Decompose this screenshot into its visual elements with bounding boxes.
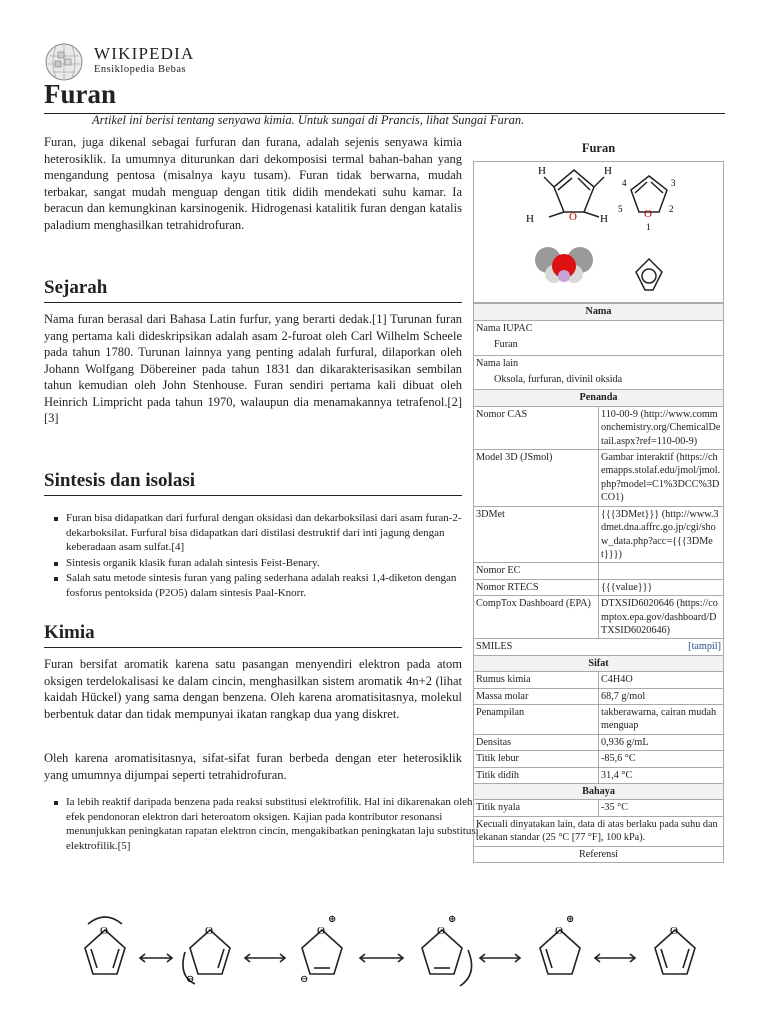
field-value: takberawarna, cairan mudah menguap xyxy=(599,704,724,734)
field-value: -35 °C xyxy=(599,800,724,816)
section-header: Bahaya xyxy=(474,784,724,800)
infobox-row xyxy=(474,767,724,783)
field-label: CompTox Dashboard (EPA) xyxy=(474,596,599,639)
field-label: SMILES xyxy=(476,641,513,653)
section-header: Penanda xyxy=(474,390,724,406)
field-label: Titik lebur xyxy=(474,751,599,767)
page-title: Furan xyxy=(44,79,117,109)
infobox-row xyxy=(474,800,724,816)
infobox-title: Furan xyxy=(581,141,616,155)
field-label: Rumus kimia xyxy=(474,672,599,688)
infobox-row xyxy=(474,751,724,767)
charge-label: ⊕ xyxy=(566,914,575,925)
field-label: 3DMet xyxy=(474,506,599,563)
field-value: 31,4 °C xyxy=(599,767,724,783)
field-label: Nomor RTECS xyxy=(474,579,599,595)
infobox-row xyxy=(474,450,724,507)
comptox-link[interactable]: DTXSID6020646 (https://comptox.epa.gov/dashboard/DTXSID6020646) xyxy=(599,596,724,639)
list-item: Sintesis organik klasik furan adalah sintesis Feist-Benary. xyxy=(66,556,484,571)
field-label: Penampilan xyxy=(474,704,599,734)
infobox-row xyxy=(474,734,724,750)
atom-label: O xyxy=(569,211,577,224)
field-value: C4H4O xyxy=(599,672,724,688)
cas-link[interactable]: 110-00-9 (http://www.commonchemistry.org/ChemicalDetail.aspx?ref=110-00-9) xyxy=(599,406,724,449)
atom-label: H xyxy=(600,213,608,226)
infobox-row xyxy=(474,672,724,688)
atom-label: O xyxy=(437,925,445,937)
sejarah-paragraph: Nama furan berasal dari Bahasa Latin furfur, yang berarti dedak.[1] Turunan furan yang pertama kali dideskripsikan adalah asam 2-furoat oleh Carl Wilhelm Scheele pada tahun 1780. Turunan lainnya yang penting adalah furfural, dilaporkan oleh Johann Wolfgang Döbereiner pada tahun 1831 dan dikarakterisasikan sembilan tahun kemudian oleh John Stenhouse. Furan sendiri pertama kali dibuat oleh Heinrich Limpricht pada tahun 1970, walaupun dia menamakannya tetrafenol.[2][3] xyxy=(44,312,462,425)
section-header: Sifat xyxy=(474,655,724,671)
list-item: Salah satu metode sintesis furan yang paling sederhana adalah reaksi 1,4-diketon dengan fosforus pentoksida (P2O5) dalam sintesis Paal-Knorr. xyxy=(66,571,484,600)
heading-sintesis: Sintesis dan isolasi xyxy=(44,470,195,491)
field-label: Densitas xyxy=(474,734,599,750)
infobox-row xyxy=(474,704,724,734)
heading-sejarah: Sejarah xyxy=(44,277,108,298)
atom-label: O xyxy=(555,925,563,937)
atom-label: O xyxy=(205,925,213,937)
infobox-row xyxy=(474,688,724,704)
jsmol-link[interactable]: Gambar interaktif (https://chemapps.stolaf.edu/jmol/jmol.php?model=C1%3DCC%3DCO1) xyxy=(599,450,724,507)
infobox-row xyxy=(474,355,724,390)
atom-label: O xyxy=(317,925,325,937)
infobox-row xyxy=(474,596,724,639)
atom-number: 1 xyxy=(646,222,651,233)
hatnote: Artikel ini berisi tentang senyawa kimia. Untuk sungai di Prancis, lihat Sungai Furan. xyxy=(92,113,525,127)
atom-number: 4 xyxy=(622,178,627,189)
field-value xyxy=(599,563,724,579)
infobox-row xyxy=(474,579,724,595)
heading-rule xyxy=(44,495,462,496)
list-item: Furan bisa didapatkan dari furfural dengan oksidasi dan dekarboksilasi dari asam furan-2-dekarboksilat. Furfural bisa didapatkan dari distilasi destruktif dari inti jagung dengan keberadaan asam sulfat.[4] xyxy=(66,511,484,555)
field-label: Massa molar xyxy=(474,688,599,704)
atom-label: H xyxy=(538,165,546,178)
heading-kimia: Kimia xyxy=(44,622,95,643)
field-label: Nomor EC xyxy=(474,563,599,579)
intro-paragraph: Furan, juga dikenal sebagai furfuran dan furana, adalah sejenis senyawa kimia heterosiklik. Ia umumnya diturunkan dari dekomposisi termal bahan-bahan yang mengandung pentosa (misalnya kayu tusam). Furan tidak berwarna, mudah terbakar, sangat mudah menguap dengan titik didih mendekati suhu kamar. Ia beracun dan kemungkinan karsinogenik. Hidrogenasi katalitik furan dengan katalis paladium menghasilkan tetrahidrofuran. xyxy=(44,135,462,232)
kimia-list xyxy=(44,795,484,854)
field-value: 0,936 g/mL xyxy=(599,734,724,750)
field-value: Furan xyxy=(494,339,518,351)
infobox-row xyxy=(474,406,724,449)
infobox-row xyxy=(474,320,724,355)
atom-label: O xyxy=(100,925,108,937)
field-label: Nama lain xyxy=(476,357,519,369)
atom-label: O xyxy=(670,925,678,937)
field-label: Nomor CAS xyxy=(474,406,599,449)
infobox-footnote: Kecuali dinyatakan lain, data di atas berlaku pada suhu dan tekanan standar (25 °C [77 °F], 100 kPa). xyxy=(474,816,724,846)
atom-number: 5 xyxy=(618,204,623,215)
smiles-toggle[interactable]: [tampil] xyxy=(688,641,721,653)
infobox xyxy=(473,140,724,863)
kimia-paragraph-1: Furan bersifat aromatik karena satu pasangan menyendiri elektron pada atom oksigen terdelokalisasi ke dalam cincin, menghasilkan sistem aromatik 4n+2 (lihat kaidah Hückel) yang sama dengan benzena. Oleh karena aromatisitasnya, molekul berbentuk datar dan tidak mempunyai ikatan rangkap dua yang diskret. xyxy=(44,657,462,721)
atom-number: 2 xyxy=(669,204,674,215)
field-label: Nama IUPAC xyxy=(476,322,533,334)
charge-label: ⊕ xyxy=(328,914,337,925)
3dmet-link[interactable]: {{{3DMet}}} (http://www.3dmet.dna.affrc.go.jp/cgi/show_data.php?acc={{{3DMet}}}) xyxy=(599,506,724,563)
atom-label: O xyxy=(644,208,652,221)
sintesis-list xyxy=(44,511,484,602)
atom-number: 3 xyxy=(671,178,676,189)
referensi-link[interactable]: Referensi xyxy=(474,846,724,862)
field-value: {{{value}}} xyxy=(599,579,724,595)
infobox-row xyxy=(474,563,724,579)
field-label: Titik nyala xyxy=(474,800,599,816)
site-tagline: Ensiklopedia Bebas xyxy=(94,64,187,75)
furan-structure-images xyxy=(474,162,723,302)
field-label: Model 3D (JSmol) xyxy=(474,450,599,507)
site-brand[interactable]: WIKIPEDIA xyxy=(94,44,195,63)
infobox-row xyxy=(474,639,724,655)
atom-label: H xyxy=(526,213,534,226)
infobox-table xyxy=(473,303,724,863)
infobox-row xyxy=(474,506,724,563)
field-label: Titik didih xyxy=(474,767,599,783)
wikipedia-globe-logo[interactable] xyxy=(44,42,88,82)
charge-label: ⊖ xyxy=(186,974,195,985)
field-value: Oksola, furfuran, divinil oksida xyxy=(494,374,623,386)
infobox-images xyxy=(473,161,724,303)
charge-label: ⊕ xyxy=(448,914,457,925)
resonance-structures xyxy=(60,908,720,1018)
resonance-diagram xyxy=(60,908,720,1018)
heading-rule xyxy=(44,302,462,303)
kimia-paragraph-2: Oleh karena aromatisitasnya, sifat-sifat furan berbeda dengan eter heterosiklik yang umumnya dijumpai seperti tetrahidrofuran. xyxy=(44,751,462,782)
field-value: -85,6 °C xyxy=(599,751,724,767)
charge-label: ⊖ xyxy=(300,974,309,985)
heading-rule xyxy=(44,647,462,648)
atom-label: H xyxy=(604,165,612,178)
list-item: Ia lebih reaktif daripada benzena pada reaksi substitusi elektrofilik. Hal ini dikarenakan oleh efek pendonoran elektron dari heteroatom oksigen. Kajian pada kontributor resonansi menunjukkan peningkatan rapatan elektron cincin, mengakibatkan peningkatan laju substitusi elektrofilik.[5] xyxy=(66,795,484,853)
section-header: Nama xyxy=(474,304,724,320)
field-value: 68,7 g/mol xyxy=(599,688,724,704)
